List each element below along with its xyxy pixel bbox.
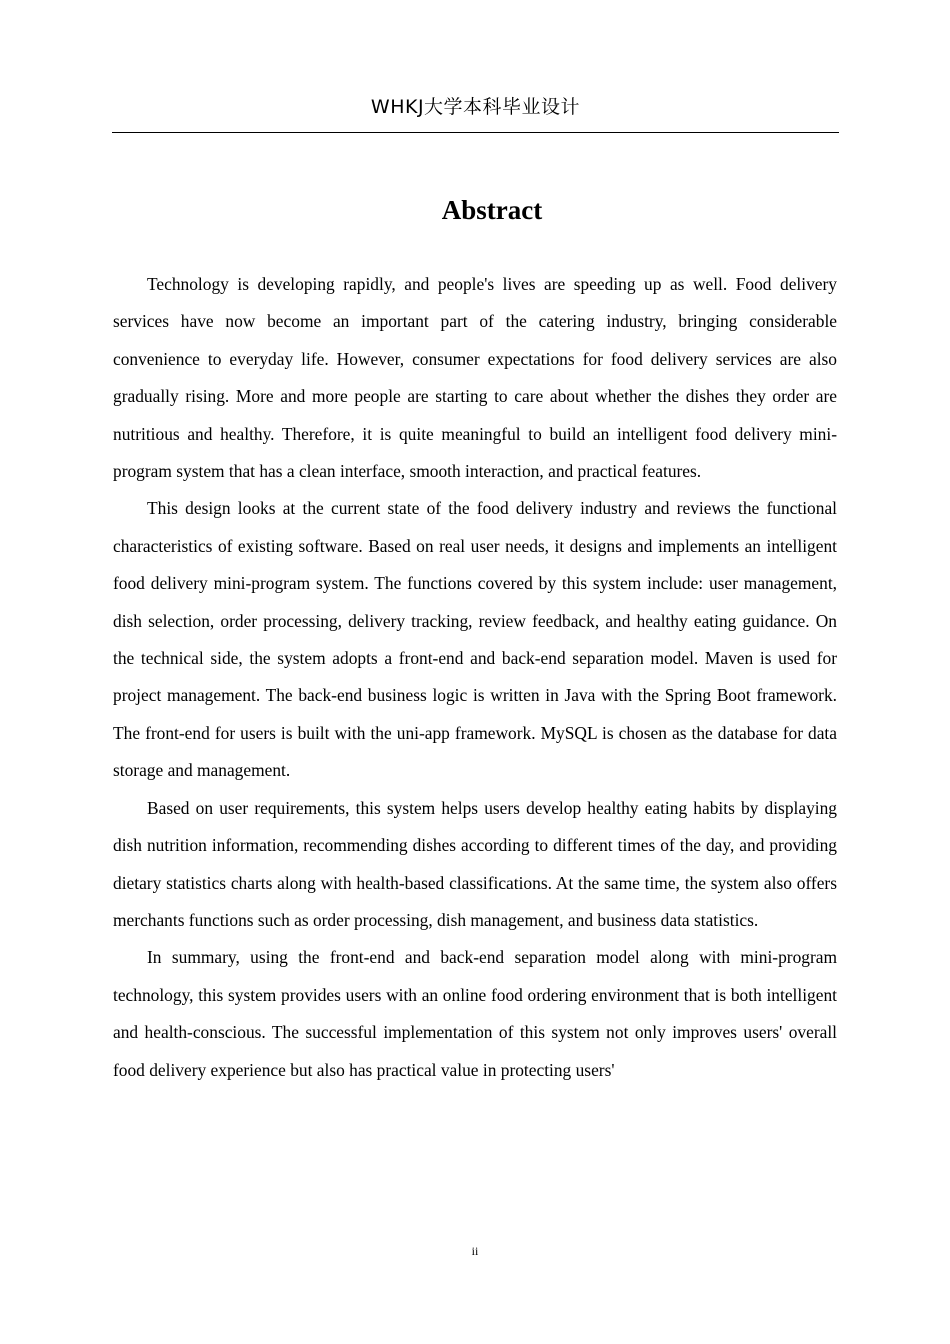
page-number: ii: [471, 1244, 479, 1258]
running-header: WHKJ大学本科毕业设计: [370, 96, 581, 118]
header-divider: [112, 132, 839, 133]
abstract-body: [113, 266, 837, 1089]
abstract-paragraph: In summary, using the front-end and back-end separation model along with mini-program technology, this system provides users with an online food ordering environment that is both intelligent and health-conscious. The successful implementation of this system not only improves users' overall food delivery experience but also has practical value in protecting users': [113, 947, 837, 1080]
abstract-heading: Abstract: [441, 195, 543, 225]
abstract-paragraph: Technology is developing rapidly, and people's lives are speeding up as well. Food delivery services have now become an important part of the catering industry, bringing considerable convenience to everyday life. However, consumer expectations for food delivery services are also gradually rising. More and more people are starting to care about whether the dishes they order are nutritious and healthy. Therefore, it is quite meaningful to build an intelligent food delivery mini-program system that has a clean interface, smooth interaction, and practical features.: [113, 274, 837, 482]
abstract-paragraph: Based on user requirements, this system helps users develop healthy eating habits by displaying dish nutrition information, recommending dishes according to different times of the day, and providing dietary statistics charts along with health-based classifications. At the same time, the system also offers merchants functions such as order processing, dish management, and business data statistics.: [113, 797, 837, 930]
abstract-paragraph: This design looks at the current state of the food delivery industry and reviews the functional characteristics of existing software. Based on real user needs, it designs and implements an intelligent food delivery mini-program system. The functions covered by this system include: user management, dish selection, order processing, delivery tracking, review feedback, and healthy eating guidance. On the technical side, the system adopts a front-end and back-end separation model. Maven is used for project management. The back-end business logic is written in Java with the Spring Boot framework. The front-end for users is built with the uni-app framework. MySQL is chosen as the database for data storage and management.: [113, 498, 837, 781]
